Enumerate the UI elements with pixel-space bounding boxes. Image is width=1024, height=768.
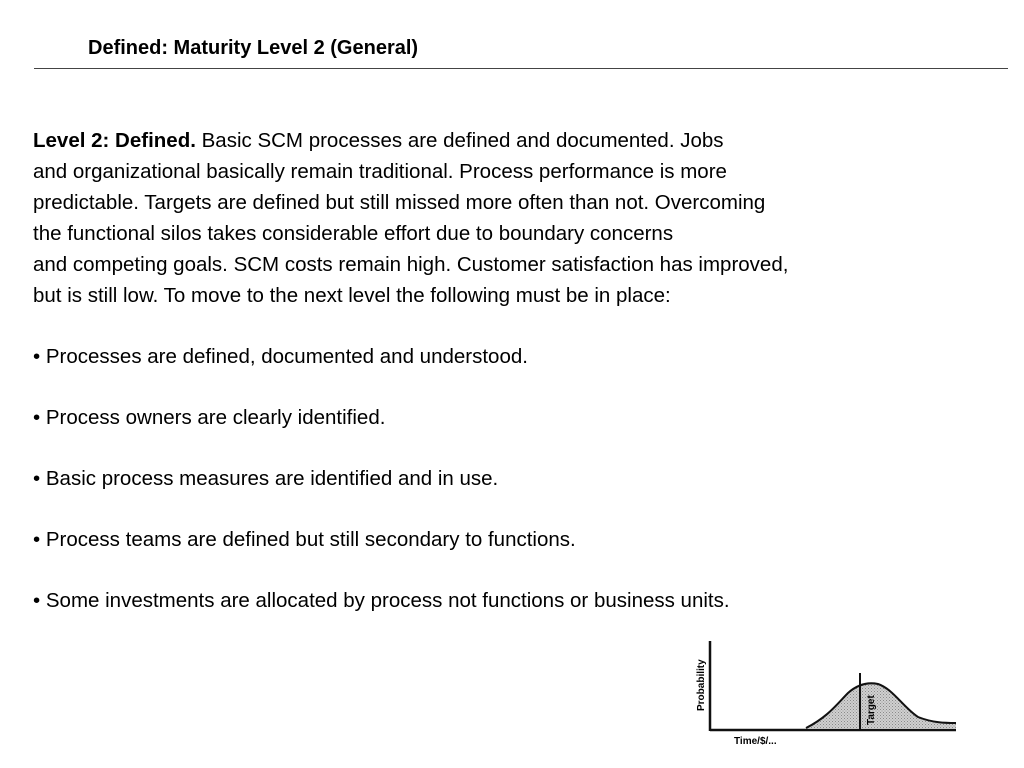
paragraph-line: the functional silos takes considerable effort due to boundary concerns (33, 222, 674, 245)
requirements-list (33, 341, 1008, 616)
list-item: • Processes are defined, documented and understood. (33, 345, 528, 368)
paragraph-line (33, 125, 1008, 156)
list-item: • Basic process measures are identified and in use. (33, 467, 499, 490)
x-axis-label: Time/$/... (734, 736, 777, 745)
intro-paragraph (33, 125, 1008, 311)
list-item: • Process owners are clearly identified. (33, 406, 386, 429)
slide-title: Defined: Maturity Level 2 (General) (88, 37, 419, 59)
level-lead-in: Level 2: Defined. (33, 129, 196, 152)
list-item: • Process teams are defined but still secondary to functions. (33, 528, 576, 551)
y-axis-label: Probability (696, 659, 707, 711)
paragraph-line-text: Basic SCM processes are defined and documented. Jobs (201, 129, 724, 152)
list-item: • Some investments are allocated by process not functions or business units. (33, 589, 730, 612)
paragraph-line: but is still low. To move to the next level the following must be in place: (33, 284, 671, 307)
paragraph-line: predictable. Targets are defined but still missed more often than not. Overcoming (33, 191, 766, 214)
paragraph-line: and competing goals. SCM costs remain high. Customer satisfaction has improved, (33, 253, 789, 276)
probability-curve-figure (688, 637, 963, 745)
body-content (33, 125, 1008, 616)
paragraph-line: and organizational basically remain traditional. Process performance is more (33, 160, 727, 183)
probability-curve-diagram (688, 637, 963, 745)
target-label: Target (866, 695, 877, 725)
title-divider (34, 68, 1008, 69)
